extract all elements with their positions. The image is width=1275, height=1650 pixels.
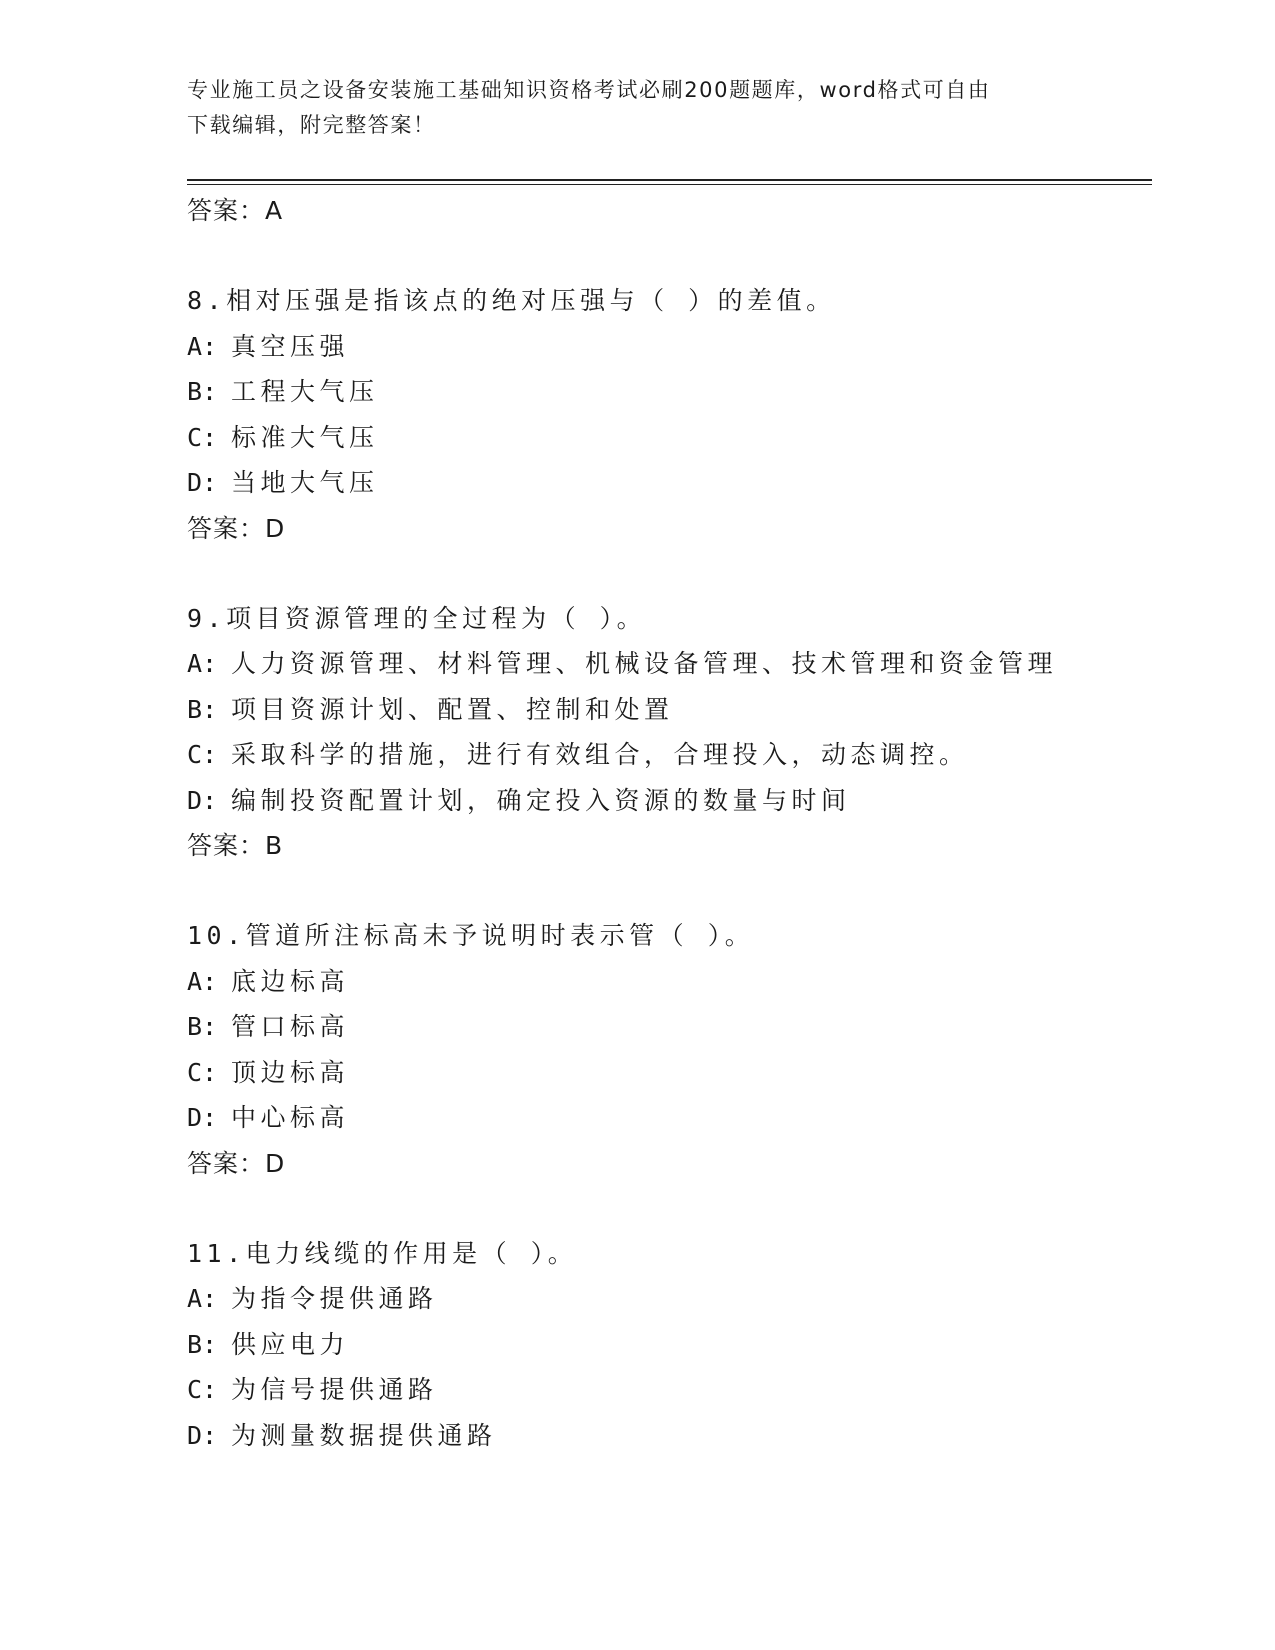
question-stem: 10.管道所注标高未予说明时表示管（ ）。: [187, 921, 755, 950]
option-d: [187, 460, 1152, 506]
answer-line: 答案：A: [187, 196, 284, 225]
option-text: 人力资源管理、材料管理、机械设备管理、技术管理和资金管理: [231, 649, 1058, 678]
option-a: [187, 324, 1152, 370]
option-text: 供应电力: [231, 1329, 350, 1359]
header-rule-thin: [187, 184, 1152, 185]
spacer: [187, 868, 1152, 913]
answer-line: 答案：B: [187, 831, 284, 860]
option-text: 底边标高: [231, 966, 350, 996]
option-key: A:: [187, 331, 218, 361]
option-a: [187, 1276, 1152, 1322]
option-c: [187, 1367, 1152, 1413]
spacer: [187, 233, 1152, 278]
option-key: B:: [187, 1012, 218, 1041]
option-key: D:: [187, 1103, 218, 1132]
option-text: 当地大气压: [231, 468, 379, 497]
question-block: [187, 913, 1152, 1186]
option-b: [187, 1322, 1152, 1368]
option-key: D:: [187, 785, 218, 815]
option-key: D:: [187, 468, 218, 497]
option-text: 真空压强: [231, 331, 350, 361]
question-stem: 8.相对压强是指该点的绝对压强与（ ）的差值。: [187, 286, 836, 315]
option-key: C:: [187, 422, 218, 452]
answer-line: 答案：D: [187, 513, 286, 543]
option-text: 工程大气压: [231, 377, 379, 406]
option-key: C:: [187, 1057, 218, 1087]
spacer: [187, 1186, 1152, 1231]
option-text: 项目资源计划、配置、控制和处置: [231, 694, 674, 724]
option-key: B:: [187, 694, 218, 724]
question-block: [187, 596, 1152, 869]
option-text: 标准大气压: [231, 422, 379, 452]
option-text: 采取科学的措施，进行有效组合，合理投入，动态调控。: [231, 740, 969, 769]
answer-line: 答案：D: [187, 1148, 286, 1178]
option-text: 为信号提供通路: [231, 1375, 438, 1404]
option-key: A:: [187, 966, 218, 996]
option-d: [187, 1413, 1152, 1459]
option-key: C:: [187, 1375, 218, 1404]
question-list: [187, 188, 1152, 1458]
header-title-line1: 专业施工员之设备安装施工基础知识资格考试必刷200题题库，word格式可自由: [187, 78, 991, 102]
option-d: [187, 778, 1152, 824]
option-key: A:: [187, 1284, 218, 1313]
option-c: [187, 415, 1152, 461]
option-b: [187, 687, 1152, 733]
option-d: [187, 1095, 1152, 1141]
option-key: C:: [187, 740, 218, 769]
option-b: [187, 369, 1152, 415]
question-stem: 9.项目资源管理的全过程为（ ）。: [187, 603, 647, 633]
header-rule-thick: [187, 179, 1152, 181]
option-text: 顶边标高: [231, 1057, 350, 1087]
option-text: 中心标高: [231, 1103, 350, 1132]
option-c: [187, 1050, 1152, 1096]
option-b: [187, 1004, 1152, 1050]
option-text: 为测量数据提供通路: [231, 1420, 497, 1450]
option-text: 管口标高: [231, 1012, 350, 1041]
option-key: B:: [187, 377, 218, 406]
option-c: [187, 732, 1152, 778]
option-key: A:: [187, 649, 218, 678]
question-stem: 11.电力线缆的作用是（ ）。: [187, 1238, 578, 1268]
question-block: [187, 278, 1152, 551]
document-header: [187, 73, 1077, 143]
option-a: [187, 641, 1152, 687]
spacer: [187, 551, 1152, 596]
header-title-line2: 下载编辑，附完整答案！: [187, 113, 436, 137]
option-a: [187, 959, 1152, 1005]
option-key: D:: [187, 1420, 218, 1450]
option-text: 为指令提供通路: [231, 1284, 438, 1313]
question-block: [187, 1231, 1152, 1459]
option-key: B:: [187, 1329, 218, 1359]
option-text: 编制投资配置计划，确定投入资源的数量与时间: [231, 785, 851, 815]
